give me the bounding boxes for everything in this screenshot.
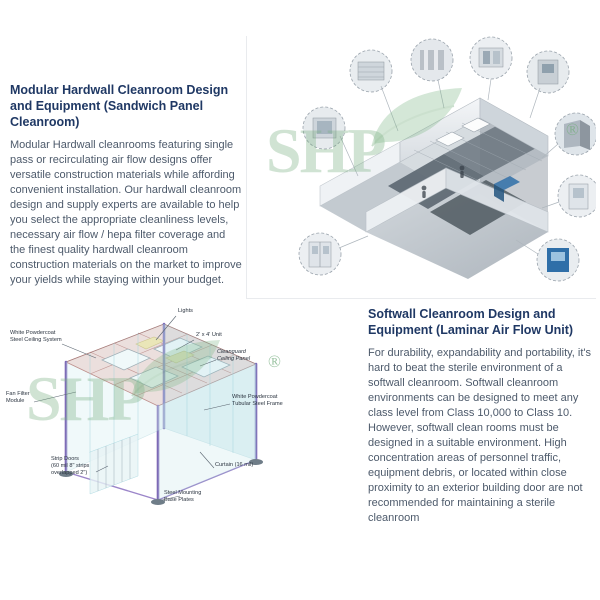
label-cleanguard-line2: Ceiling Panel	[217, 356, 250, 362]
label-tubular-frame-line2: Tubular Steel Frame	[232, 401, 283, 407]
softwall-cleanroom-heading: Softwall Cleanroom Design and Equipment (Laminar Air Flow Unit)	[368, 307, 574, 337]
label-cleanguard-line1: Cleanguard	[217, 349, 246, 355]
label-2x4-unit: 2' x 4' Unit	[196, 332, 222, 338]
watermark-bottom: SHP	[26, 363, 145, 434]
callout-corner-panel-joint	[542, 113, 596, 158]
label-tubular-frame-line1: White Powdercoat	[232, 394, 278, 400]
label-fan-filter-line1: Fan Filter	[6, 391, 30, 397]
hardwall-cleanroom-heading: Modular Hardwall Cleanroom Design and Equipment (Sandwich Panel Cleanroom)	[10, 83, 229, 129]
label-fan-filter-line2: Module	[6, 398, 25, 404]
callout-double-leaf-door	[299, 233, 368, 275]
softwall-laminar-flow-unit-illustration	[4, 300, 356, 534]
softwall-cleanroom-text-block	[368, 306, 592, 526]
callout-blue-clean-bench	[516, 239, 579, 281]
label-ceiling-system-line1: White Powdercoat	[10, 330, 56, 336]
label-strip-doors-line2: (60 mil 8" strips	[51, 463, 90, 469]
hardwall-cleanroom-text-block	[10, 82, 242, 288]
callout-pass-through-window	[470, 37, 512, 100]
label-base-plates-line1: Steel Mounting	[164, 490, 202, 496]
horizontal-divider	[246, 298, 596, 299]
label-strip-doors-line3: overlapped 2")	[51, 470, 88, 476]
label-lights: Lights	[178, 308, 193, 314]
watermark-registered-top: ®	[566, 120, 579, 139]
vertical-divider	[246, 36, 247, 298]
callout-cleanroom-door	[542, 175, 596, 217]
cleanroom-collage-svg	[248, 36, 596, 298]
callout-air-shower-unit	[527, 51, 569, 118]
watermark-registered-bottom: ®	[268, 352, 281, 371]
label-curtain: Curtain (16 mil)	[215, 462, 254, 468]
softwall-cleanroom-body: For durability, expandability and portability, it's hard to beat the sterile environment of a softwall cleanroom. Softwall cleanroom environments can be designed to meet any class level from Class 10,000 to Class 10. However, softwall clean rooms must be designed in a suitable environment. High concentration areas of personnel traffic, equipment debris, or located within close proximity to an exterior building door are not recommended for maintaining a sterile cleanroom	[368, 347, 592, 524]
modular-hardwall-cleanroom-illustration	[248, 36, 596, 298]
label-base-plates-line2: Base Plates	[164, 497, 194, 503]
label-strip-doors-line1: Strip Doors	[51, 456, 79, 462]
watermark-top: SHP	[266, 115, 385, 186]
watermark-leaf-bottom	[126, 336, 234, 402]
callout-viewing-window	[303, 107, 358, 176]
hardwall-cleanroom-body: Modular Hardwall cleanrooms featuring single pass or recirculating air flow designs offer versatile construction materials while affording convenient installation. Our hardwall cleanroom design and supply experts are available to help you select the appropriate cleanliness levels, necessary air flow / hepa filter coverage and the finest quality hardwall cleanroom construction materials on the market to improve your yields while staying within your budget.	[10, 139, 242, 286]
watermark-leaf-top	[366, 84, 476, 154]
label-ceiling-system-line2: Steel Ceiling System	[10, 337, 62, 343]
